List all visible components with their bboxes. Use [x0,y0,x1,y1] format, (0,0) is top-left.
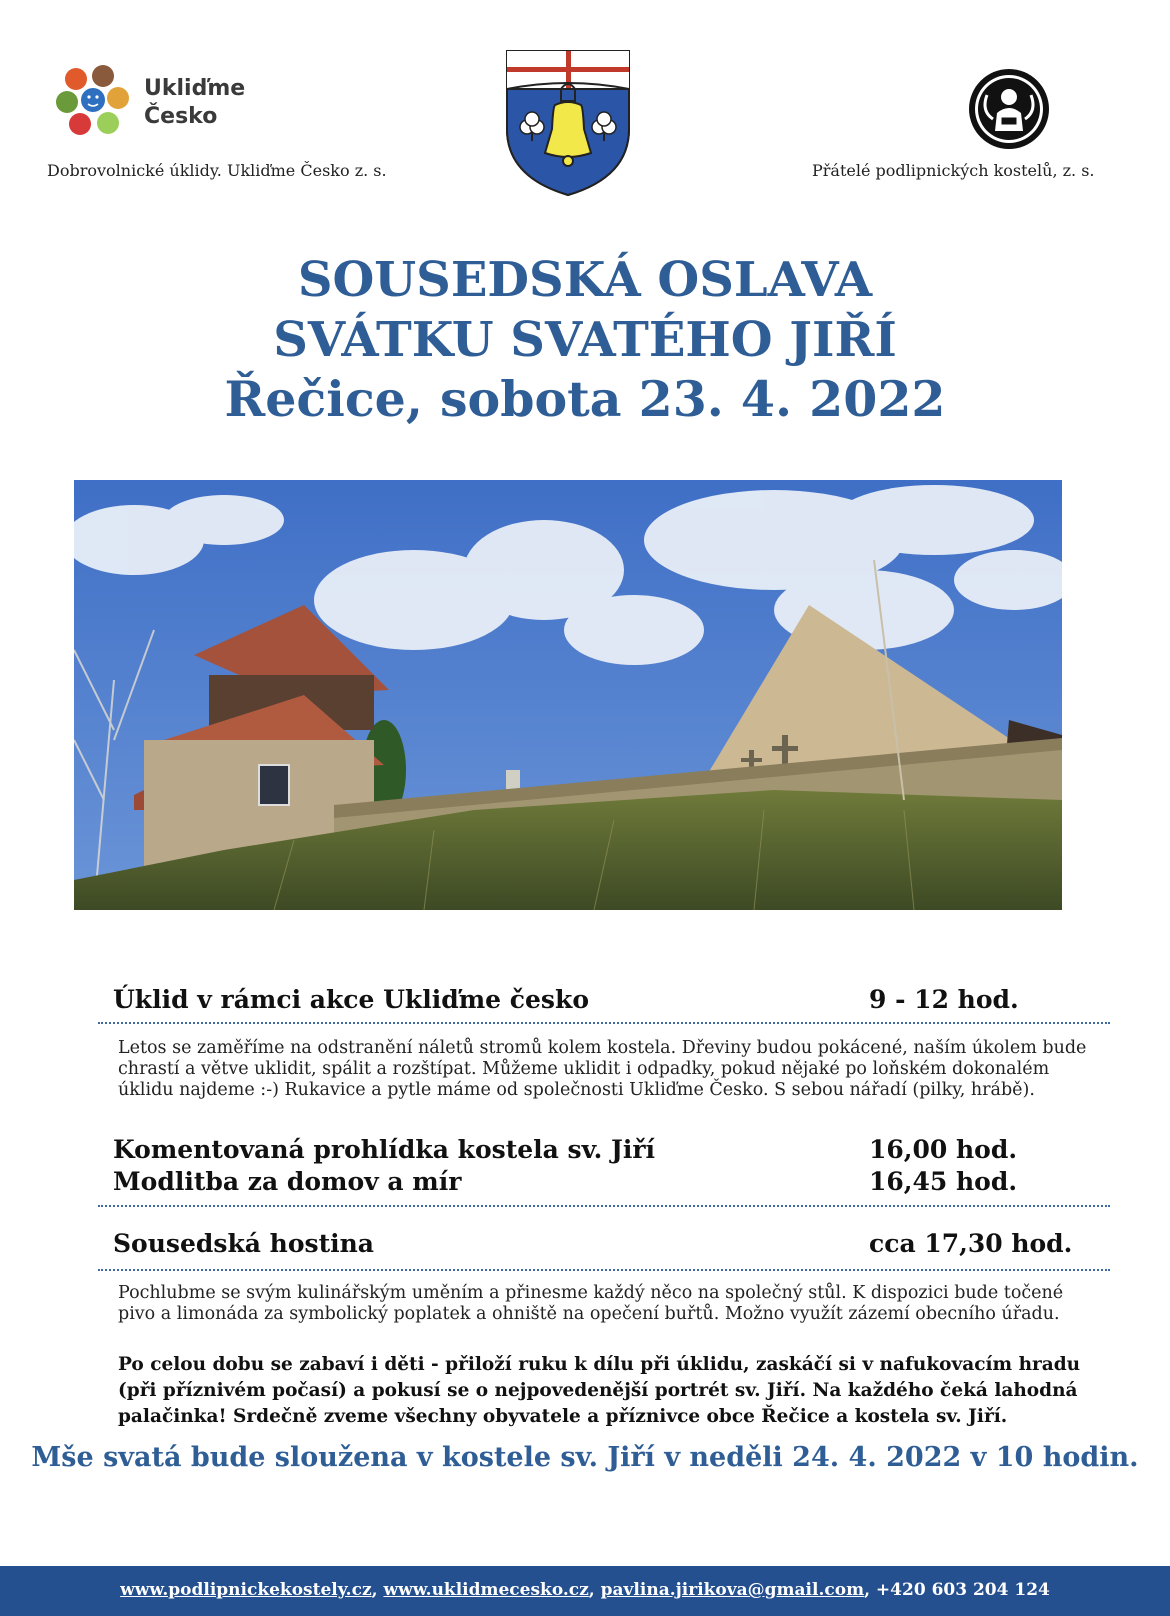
title-line1: SOUSEDSKÁ OSLAVA [297,252,873,308]
footer-email-link[interactable]: pavlina.jirikova@gmail.com [600,1580,865,1600]
item3-time: 16,45 hod. [869,1167,1018,1196]
left-caption: Dobrovolnické úklidy. Ukliďme Česko z. s. [47,161,387,180]
item1-time: 9 - 12 hod. [869,985,1019,1014]
item1-title: Úklid v rámci akce Ukliďme česko [113,985,589,1014]
faces-logo-icon [55,64,135,140]
item3-title: Modlitba za domov a mír [113,1167,462,1196]
title-line3: Řečice, sobota 23. 4. 2022 [224,370,946,428]
footer-separator-2: , [588,1580,601,1600]
mass-notice: Mše svatá bude sloužena v kostele sv. Jiří v neděli 24. 4. 2022 v 10 hodin. [31,1442,1139,1473]
dotted-divider-1 [98,1022,1110,1024]
footer-phone: , +420 603 204 124 [864,1580,1050,1600]
dotted-divider-2 [98,1205,1110,1207]
logo-text-line2: Česko [144,104,218,129]
kids-paragraph: Po celou dobu se zabaví i děti - přiloží ruku k dílu při úklidu, zaskáčí si v nafukovacím hradu (při příznivém počasí) a pokusí se o nejpovedenější portrét sv. Jiří. Na každého čeká lahodná palačinka! Srdečně zveme všechny obyvatele a příznivce obce Řečice a kostela sv. Jiří. [118,1354,1081,1427]
item4-title: Sousedská hostina [113,1229,375,1258]
title-line2: SVÁTKU SVATÉHO JIŘÍ [273,312,897,368]
angel-seal [967,67,1051,151]
item1-description: Letos se zaměříme na odstranění náletů stromů kolem kostela. Dřeviny budou pokácené, naším úkolem bude chrastí a větve uklidit, spálit a rozštípat. Můžeme uklidit i odpadky, pokud nějaké po loňském dokonalém úklidu najdeme :-) Rukavice a pytle máme od společnosti Ukliďme Česko. S sebou nářadí (pilky, hrábě). [118,1038,1087,1100]
right-caption: Přátelé podlipnických kostelů, z. s. [812,161,1095,180]
uklidme-cesko-logo [55,64,135,140]
footer-link-podlipnickekostely[interactable]: www.podlipnickekostely.cz [120,1580,372,1600]
dotted-divider-3 [98,1269,1110,1271]
item2-time: 16,00 hod. [869,1135,1018,1164]
coat-of-arms [505,49,631,197]
church-photo-image [74,480,1062,910]
item2-title: Komentovaná prohlídka kostela sv. Jiří [113,1135,656,1164]
footer-contacts [0,1580,1170,1600]
logo-text-line1: Ukliďme [144,76,246,101]
item4-time: cca 17,30 hod. [869,1229,1073,1258]
item4-description: Pochlubme se svým kulinářským uměním a přinesme každý něco na společný stůl. K dispozici bude točené pivo a limonáda za symbolický poplatek a ohniště na opečení buřtů. Možno využít zázemí obecního úřadu. [118,1283,1064,1324]
church-photo [74,480,1062,910]
angel-seal-icon [967,67,1051,151]
footer-separator-1: , [371,1580,384,1600]
footer-link-uklidmecesko[interactable]: www.uklidmecesko.cz [383,1580,589,1600]
coat-of-arms-icon [505,49,631,197]
